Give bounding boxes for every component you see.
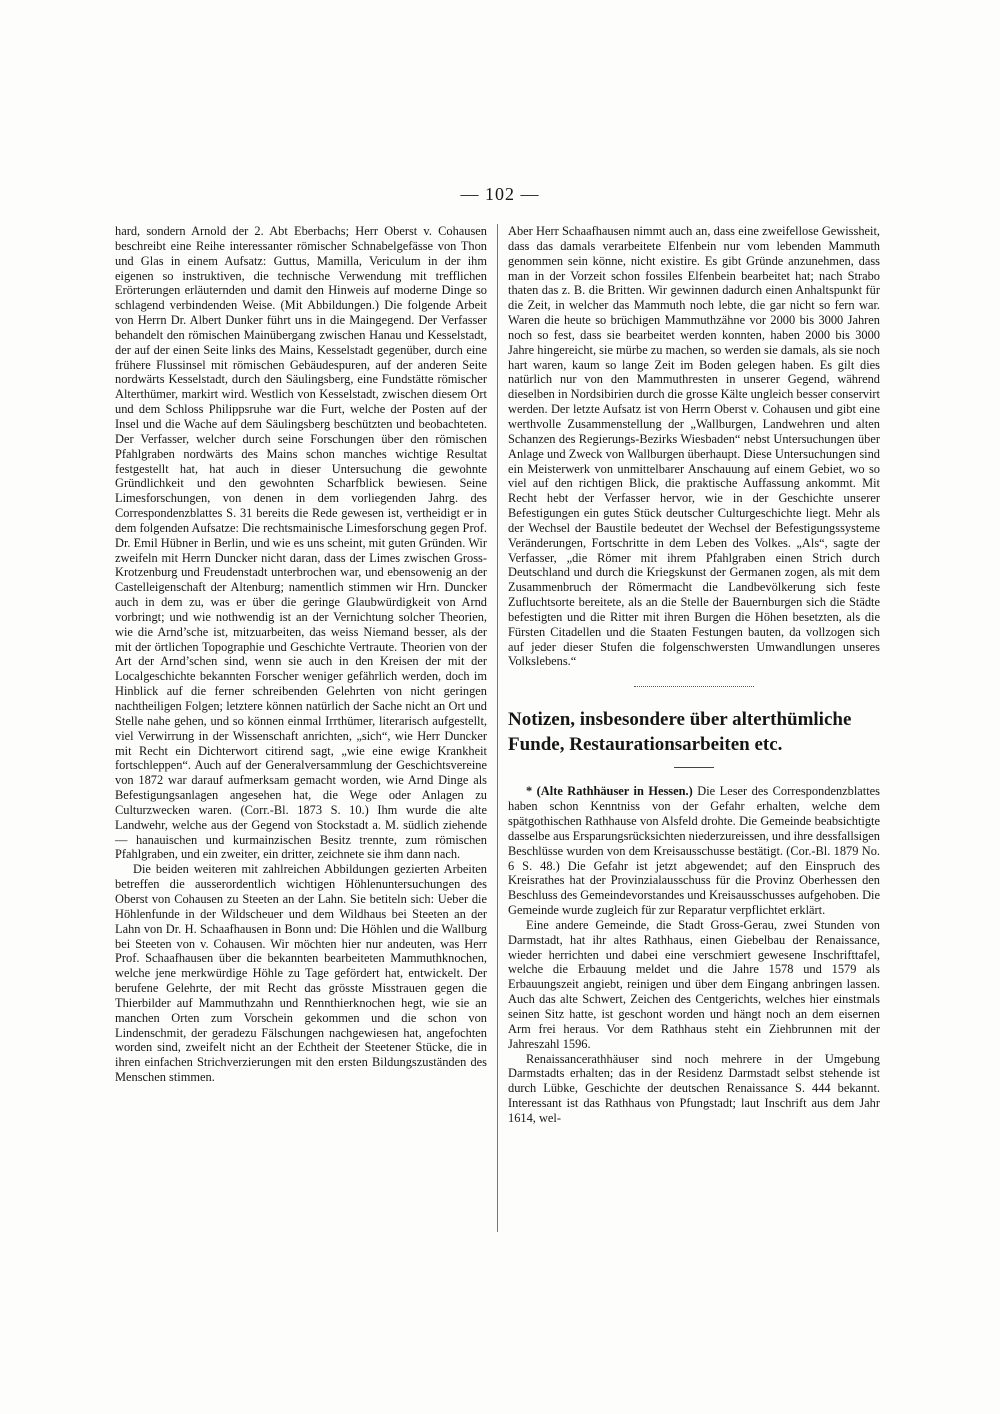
paragraph: Eine andere Gemeinde, die Stadt Gross-Gerau, zwei Stunden von Darmstadt, hat ihr altes Rathhaus, einen Giebelbau der Renaissance, wieder herrichten und dabei eine verschmiert gewesene Inschrifttafel, welche die Erbauung meldet und die Jahre 1578 und 1579 als Erbauungszeit angiebt, reinigen und über dem Eingang anbringen lassen. Auch das alte Schwert, Zeichen des Centgerichts, welches hier einstmals seinen Sitz hatte, ist geschont worden und hängt noch an dem eisernen Arm frei heraus. Vor dem Rathhaus steht ein Ziehbrunnen mit der Jahreszahl 1596. [508,917,880,1051]
paragraph: Renaissancerathhäuser sind noch mehrere in der Umgebung Darmstadts erhalten; das in der Residenz Darmstadt selbst stehende ist durch Lübke, Geschichte der deutschen Renaissance S. 444 bekannt. Interessant ist das Rathhaus von Pfungstadt; laut Inschrift aus dem Jahr 1614, wel- [508,1051,880,1125]
right-column [508,224,880,1126]
notice-paragraph [508,784,880,918]
paragraph: hard, sondern Arnold der 2. Abt Eberbachs; Herr Oberst v. Cohausen beschreibt eine Reihe interessanter römischer Schnabelgefässe von Thon und Glas in einem Aufsatz: Guttus, Mamilla, Vericulum in der ihm eigenen so instruktiven, die technische Verwendung mit trefflichen Erörterungen erläuternden und damit den Hinweis auf moderne Dinge so schlagend verbindenden Weise. (Mit Abbildungen.) Die folgende Arbeit von Herrn Dr. Albert Dunker führt uns in die Maingegend. Der Verfasser behandelt den römischen Mainübergang zwischen Hanau und Kesselstadt, der auf der einen Seite links des Mains, Kesselstadt gegenüber, durch eine frühere Flussinsel mit römischen Gebäudespuren, auf der anderen Seite nordwärts Kesselstadt, durch den Säulingsberg, eine Fundstätte römischer Alterthümer, markirt wird. Westlich von Kesselstadt, zwischen diesem Ort und dem Schloss Philippsruhe war die Furt, welche der Posten auf der Insel und die Wache auf dem Säulingsberg beschützten und beobachteten. Der Verfasser, welcher durch seine Forschungen über den römischen Pfahlgraben nordwärts des Mains schon manches wichtige Resultat festgestellt hat, hat auch in dieser Untersuchung die gewohnte Gründlichkeit und den gewohnten Scharfblick bewiesen. Seine Limesforschungen, von denen in dem vorliegenden Jahrg. des Correspondenzblattes S. 31 bereits die Rede gewesen ist, vertheidigt er in dem folgenden Aufsatze: Die rechtsmainische Limesforschung gegen Prof. Dr. Emil Hübner in Berlin, und wie es uns scheint, mit guten Gründen. Wir zweifeln mit Herrn Duncker nicht daran, dass der Limes zwischen Gross-Krotzenburg und Freudenstadt unterbrochen war, und ebensowenig an der Castelleigenschaft der Altenburg; namentlich stimmen wir Hrn. Duncker auch in dem zu, was er über die geringe Glaubwürdigkeit von Arnd vorbringt; und wie nothwendig ist an der Vernichtung solcher Theorien, wie die Arnd’sche ist, mitzuarbeiten, das weiss Niemand besser, als der mit der örtlichen Topographie und Geschichte Vertraute. Theorien von der Art der Arnd’schen sind, wenn sie auch in den Kreisen der mit der Localgeschichte bekannten Forscher weniger gefährlich werden, doch im Hinblick auf die ferner schreibenden Gelehrten von nicht geringen nachtheiligen Folgen; letztere können natürlich der Sache nicht an Ort und Stelle nahe gehen, und so können einmal Irrthümer, literarisch aufgestellt, viel Verwirrung in der Wissenschaft anrichten, „sich“, wie Herr Duncker mit Recht ein Dichterwort citirend sagt, „wie eine ewige Krankheit fortschleppen“. Auch auf der Generalversammlung der Geschichtsvereine von 1872 war darauf aufmerksam gemacht worden, wie Arnd Dinge als Befestigungsanlagen angesehen hat, die Wege oder Anlagen zu Culturzwecken waren. (Corr.-Bl. 1873 S. 10.) Ihm wurde die alte Landwehr, welche aus der Gegend von Stockstadt a. M. südlich ziehende — hanauischen und kurmainzischen Besitz trennte, zum römischen Pfahlgraben, und ein zweiter, ein dritter, zeichnete sie ihm dann nach. [115,224,487,862]
ornamental-separator [634,683,754,687]
paragraph: Die beiden weiteren mit zahlreichen Abbildungen gezierten Arbeiten betreffen die ausserordentlich wichtigen Höhlenuntersuchungen des Oberst von Cohausen zu Steeten an der Lahn. Sie betiteln sich: Ueber die Höhlenfunde in der Wildscheuer und dem Wildhaus bei Steeten an der Lahn von Dr. H. Schaafhausen in Bonn und: Die Höhlen und die Wallburg bei Steeten von v. Cohausen. Wir möchten hier nur andeuten, was Herr Prof. Schaafhausen über die bekannten bearbeiteten Mammuthknochen, welche jene merkwürdige Höhle zu Tage gefördert hat, entwickelt. Der berufene Gelehrte, der mit Recht das grösste Misstrauen gegen die Thierbilder auf Mammuthzahn und Rennthierknochen hegt, wie sie an manchen Orten zum Vorschein gekommen und die schon von Lindenschmit, der geradezu Fälschungen nachgewiesen hat, angefochten worden sind, zweifelt nicht an der Echtheit der Steetener Stücke, die in ihren einfachen Strichverzierungen mit den ersten Bildungszuständen des Menschen stimmen. [115,862,487,1085]
paragraph: Aber Herr Schaafhausen nimmt auch an, dass eine zweifellose Gewissheit, dass das damals verarbeitete Elfenbein nur vom lebenden Mammuth genommen sein könne, nicht existire. Es gibt Gründe anzunehmen, dass man in der Vorzeit schon fossiles Elfenbein bearbeitet hat; nach Strabo thaten das z. B. die Britten. Wir gewinnen dadurch einen Anhaltspunkt für die Zeit, in welcher das Mammuth noch lebte, die gar nicht so fern war. Waren die heute so brüchigen Mammuthzähne vor 2000 bis 3000 Jahren noch so fest, dass sie bearbeitet werden konnten, haben 2000 bis 3000 Jahre hingereicht, sie mürbe zu machen, so werden sie damals, als sie noch hart waren, kaum so lange Zeit im Boden gelegen haben. Es gilt dies natürlich nur von den Mammuthresten in unserer Gegend, während dieselben in Nordsibirien durch die grosse Kälte ungleich besser conservirt werden. Der letzte Aufsatz ist von Herrn Oberst v. Cohausen und gibt eine werthvolle Zusammenstellung der „Wallburgen, Landwehren und alten Schanzen des Regierungs-Bezirks Wiesbaden“ nebst Untersuchungen über Anlage und Zweck von Wallburgen überhaupt. Diese Untersuchungen sind ein Meisterwerk von unmittelbarer Anschauung auf einem Gebiet, wo so viel auf den richtigen Blick, die praktische Auffassung ankommt. Mit Recht hebt der Verfasser hervor, wie in der Geschichte unserer Befestigungen ein gutes Stück deutscher Culturgeschichte liegt. Mehr als der Wechsel der Baustile bedeutet der Wechsel der Befestigungssysteme Veränderungen, Fortschritte in dem Leben des Volkes. „Als“, sagte der Verfasser, „die Römer mit ihrem Pfahlgraben einen Strich durch Deutschland und durch die Kriegskunst der Germanen zogen, als mit dem Zusammenbruch der Römermacht die Landbevölkerung sich feste Zufluchtsorte bereitete, als an die Stelle der Bauernburgen sich die Städte befestigten und die Ritter mit ihren Burgen die Höhen besetzten, als die Fürsten Citadellen und die Staaten Festungen bauten, da vollzogen sich auf jeder dieser Stufen die folgenschwersten Umwandlungen unseres Volkslebens.“ [508,224,880,669]
left-column [115,224,487,1085]
column-divider [497,224,498,1232]
notice-title: * (Alte Rathhäuser in Hessen.) [526,784,693,799]
heading-rule [674,767,714,768]
section-heading: Notizen, insbesondere über alterthümliche Funde, Restaurationsarbeiten etc. [508,709,852,756]
notice-text: Die Leser des Correspondenzblattes haben schon Kenntniss von der Gefahr erhalten, welche dem spätgothischen Rathhause von Alsfeld drohte. Die Gemeinde beabsichtigte dasselbe aus Ersparungsrücksichten niederzureissen, und ihre dessfallsigen Beschlüsse wurden von dem Kreisausschusse bestätigt. (Cor.-Bl. 1879 No. 6 S. 48.) Die Gefahr ist jetzt abgewendet; auf den Einspruch des Kreisrathes hat der Provinzialausschuss für die Provinz Oberhessen den Beschluss des Gemeindevorstandes und Kreisausschusses aufgehoben. Die Gemeinde wurde zugleich für zur Reparatur verpflichtet erklärt. [508,784,880,918]
page-number: — 102 — [460,184,540,204]
